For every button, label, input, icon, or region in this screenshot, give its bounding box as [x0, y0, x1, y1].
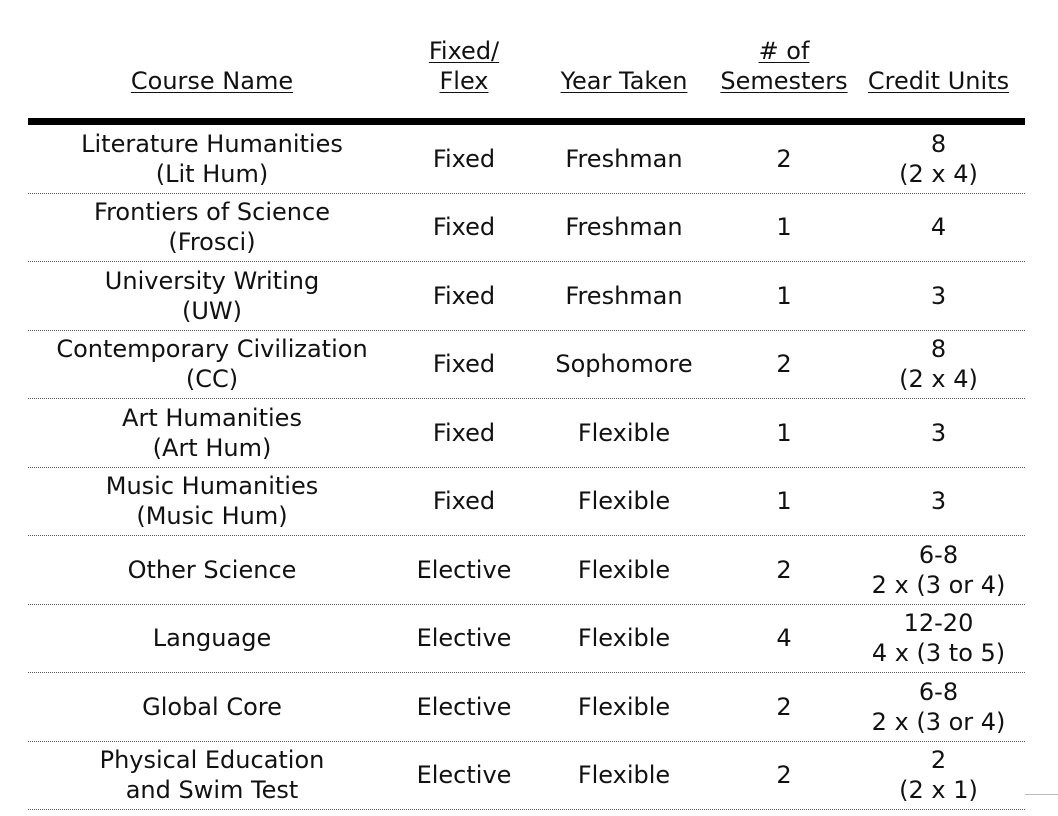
table-row: [28, 194, 1025, 263]
credit-units-cell: [852, 605, 1025, 673]
course-name-cell: [28, 536, 396, 604]
credit-units-cell-text: 12-20 4 x (3 to 5): [871, 609, 1006, 668]
year-taken-cell: [532, 742, 716, 810]
semesters-cell: [716, 742, 852, 810]
semesters-cell: [716, 399, 852, 467]
course-name-cell-text: Other Science: [127, 555, 297, 584]
fixed-flex-cell-text: Fixed: [432, 281, 496, 310]
course-name-cell: [28, 605, 396, 673]
semesters-cell: [716, 262, 852, 330]
header-fixed-flex: Fixed/ Flex: [428, 37, 500, 95]
course-name-cell-text: Contemporary Civilization (CC): [56, 335, 368, 394]
course-name-cell: [28, 468, 396, 536]
fixed-flex-cell: [396, 605, 532, 673]
fixed-flex-cell-text: Fixed: [432, 487, 496, 516]
table-row: [28, 399, 1025, 468]
credit-units-cell-text: 8 (2 x 4): [899, 335, 978, 394]
credit-units-cell: [852, 262, 1025, 330]
table-row: [28, 673, 1025, 742]
credit-units-cell-text: 3: [930, 281, 947, 310]
course-name-cell-text: Physical Education and Swim Test: [99, 746, 325, 805]
year-taken-cell: [532, 331, 716, 399]
table-row: [28, 331, 1025, 400]
semesters-cell: [716, 536, 852, 604]
course-name-cell-text: University Writing (UW): [104, 266, 320, 325]
credit-units-cell-text: 6-8 2 x (3 or 4): [871, 540, 1006, 599]
year-taken-cell-text: Flexible: [577, 418, 671, 447]
credit-units-cell: [852, 673, 1025, 741]
course-name-cell-text: Literature Humanities (Lit Hum): [81, 129, 343, 188]
semesters-cell: [716, 125, 852, 193]
course-name-cell-text: Frontiers of Science (Frosci): [94, 198, 330, 257]
semesters-cell-text: 1: [776, 487, 792, 516]
year-taken-cell: [532, 399, 716, 467]
course-name-cell-text: Music Humanities (Music Hum): [105, 472, 319, 531]
fixed-flex-cell: [396, 262, 532, 330]
year-taken-cell-text: Flexible: [577, 487, 671, 516]
fixed-flex-cell-text: Elective: [416, 555, 512, 584]
header-year-taken: Year Taken: [560, 67, 688, 95]
fixed-flex-cell: [396, 125, 532, 193]
fixed-flex-cell: [396, 536, 532, 604]
semesters-cell-text: 1: [776, 281, 792, 310]
credit-units-cell-text: 2 (2 x 1): [899, 746, 978, 805]
fixed-flex-cell: [396, 468, 532, 536]
table-body: [28, 125, 1025, 810]
credit-units-cell: [852, 331, 1025, 399]
fixed-flex-cell: [396, 399, 532, 467]
year-taken-cell: [532, 125, 716, 193]
course-name-cell: [28, 673, 396, 741]
fixed-flex-cell-text: Fixed: [432, 144, 496, 173]
header-rule: [28, 118, 1025, 125]
credit-units-cell: [852, 125, 1025, 193]
fixed-flex-cell: [396, 331, 532, 399]
year-taken-cell: [532, 536, 716, 604]
fixed-flex-cell-text: Elective: [416, 761, 512, 790]
year-taken-cell-text: Flexible: [577, 555, 671, 584]
edge-divider: [1025, 794, 1058, 795]
semesters-cell-text: 2: [776, 144, 792, 173]
credit-units-cell: [852, 399, 1025, 467]
semesters-cell: [716, 673, 852, 741]
semesters-cell-text: 2: [776, 350, 792, 379]
year-taken-cell-text: Freshman: [565, 281, 683, 310]
table-header: [28, 0, 1025, 118]
core-curriculum-table: [28, 0, 1025, 810]
credit-units-cell-text: 3: [930, 487, 947, 516]
semesters-cell: [716, 605, 852, 673]
semesters-cell-text: 1: [776, 418, 792, 447]
table-row: [28, 262, 1025, 331]
course-name-cell: [28, 194, 396, 262]
table-row: [28, 125, 1025, 194]
fixed-flex-cell: [396, 742, 532, 810]
course-name-cell: [28, 331, 396, 399]
semesters-cell-text: 2: [776, 761, 792, 790]
fixed-flex-cell-text: Elective: [416, 692, 512, 721]
header-course-name: Course Name: [130, 67, 294, 95]
fixed-flex-cell-text: Fixed: [432, 350, 496, 379]
table-row: [28, 468, 1025, 537]
fixed-flex-cell: [396, 194, 532, 262]
year-taken-cell-text: Sophomore: [555, 350, 693, 379]
semesters-cell-text: 2: [776, 555, 792, 584]
fixed-flex-cell: [396, 673, 532, 741]
year-taken-cell: [532, 673, 716, 741]
credit-units-cell-text: 3: [930, 418, 947, 447]
table-row: [28, 536, 1025, 605]
fixed-flex-cell-text: Elective: [416, 624, 512, 653]
header-credit-units: Credit Units: [867, 67, 1010, 95]
credit-units-cell-text: 8 (2 x 4): [899, 129, 978, 188]
year-taken-cell: [532, 468, 716, 536]
year-taken-cell: [532, 262, 716, 330]
course-name-cell-text: Global Core: [142, 692, 282, 721]
course-name-cell: [28, 125, 396, 193]
credit-units-cell: [852, 742, 1025, 810]
course-name-cell-text: Language: [152, 624, 272, 653]
year-taken-cell: [532, 605, 716, 673]
semesters-cell-text: 2: [776, 692, 792, 721]
semesters-cell-text: 4: [776, 624, 792, 653]
credit-units-cell: [852, 194, 1025, 262]
year-taken-cell-text: Freshman: [565, 213, 683, 242]
credit-units-cell: [852, 536, 1025, 604]
course-name-cell: [28, 262, 396, 330]
year-taken-cell-text: Flexible: [577, 761, 671, 790]
semesters-cell: [716, 468, 852, 536]
credit-units-cell-text: 4: [930, 213, 947, 242]
semesters-cell: [716, 194, 852, 262]
year-taken-cell: [532, 194, 716, 262]
course-name-cell: [28, 742, 396, 810]
course-name-cell: [28, 399, 396, 467]
credit-units-cell: [852, 468, 1025, 536]
course-name-cell-text: Art Humanities (Art Hum): [122, 403, 302, 462]
fixed-flex-cell-text: Fixed: [432, 213, 496, 242]
table-row: [28, 605, 1025, 674]
credit-units-cell-text: 6-8 2 x (3 or 4): [871, 677, 1006, 736]
header-num-semesters: # of Semesters: [720, 37, 848, 95]
year-taken-cell-text: Freshman: [565, 144, 683, 173]
table-row: [28, 742, 1025, 811]
year-taken-cell-text: Flexible: [577, 624, 671, 653]
year-taken-cell-text: Flexible: [577, 692, 671, 721]
semesters-cell-text: 1: [776, 213, 792, 242]
fixed-flex-cell-text: Fixed: [432, 418, 496, 447]
semesters-cell: [716, 331, 852, 399]
